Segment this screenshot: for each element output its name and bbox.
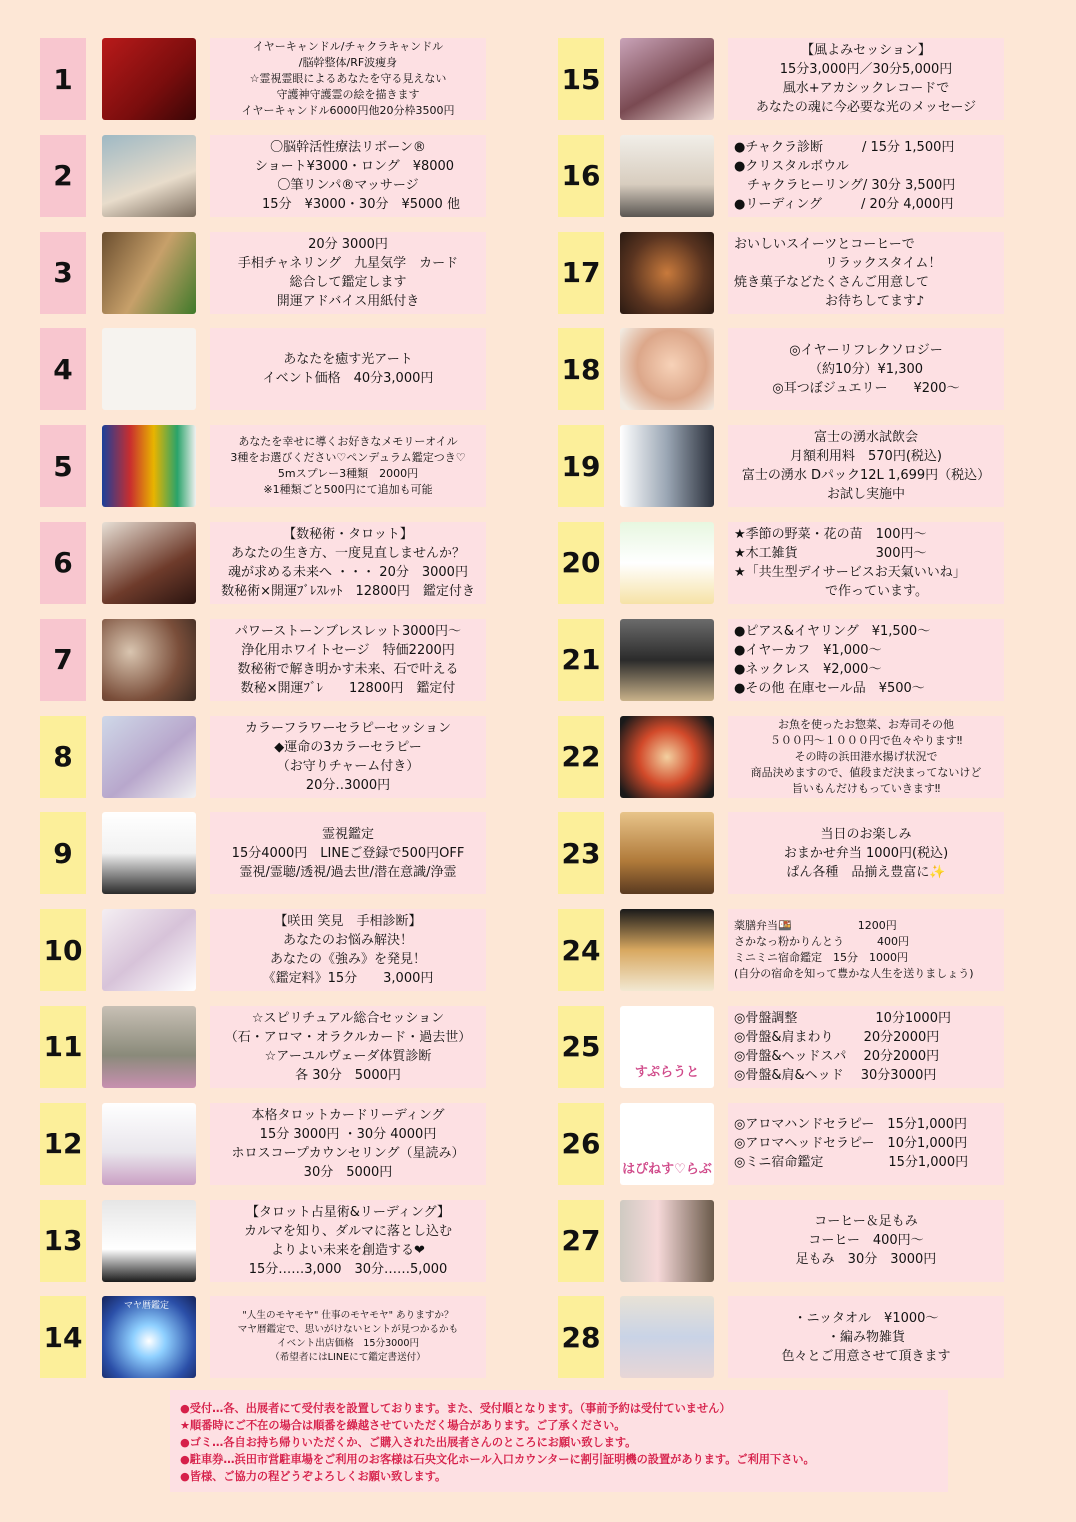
description-line: ●リーディング / 20分 4,000円 [734,196,954,212]
booth-number: 10 [40,909,86,991]
vendor-description [728,1103,1004,1185]
description-line: カルマを知り、ダルマに落とし込む [243,1223,452,1239]
booth-number: 7 [40,619,86,701]
description-line: リラックスタイム！ [734,255,942,271]
vendor-description [728,716,1004,798]
description-line: あなたの魂に今必要な光のメッセージ [755,100,977,115]
logo-text: すぷらうと [634,1064,700,1080]
description-line: で作っています。 [734,583,928,599]
portrait-photo [102,38,196,120]
description-line: ・ニッタオル ¥1000〜 [793,1310,939,1326]
description-line: （約10分）¥1,300 [808,361,924,377]
vendor-description [210,909,486,991]
description-line: ◎耳つぼジュエリー ¥200〜 [772,380,960,396]
description-line: 20分‥3000円 [305,777,391,793]
booth-number: 22 [558,716,604,798]
vendor-row [558,619,1004,701]
description-line: 15分……3,000 30分……5,000 [248,1261,448,1277]
light-art-photo [102,328,196,410]
description-line: 【タロット占星術&リーディング】 [246,1204,450,1220]
description-line: 数秘術×開運ﾌﾞﾚｽﾚｯﾄ 12800円 鑑定付き [221,583,475,599]
description-line: 15分3,000円／30分5,000円 [779,62,953,77]
description-line: ◎ミニ宿命鑑定 15分1,000円 [734,1155,969,1171]
description-line: イベント出店価格 15分3000円 [276,1338,420,1350]
vendor-description [210,1103,486,1185]
vendor-row [40,1103,486,1185]
vendor-description [728,1200,1004,1282]
note-line: ●ゴミ…各自お持ち帰りいただくか、ご購入された出展者さんのところにお願い致します。 [180,1436,637,1449]
vendor-row [558,328,1004,410]
vendor-description [210,425,486,507]
description-line: チャクラヒーリング/ 30分 3,500円 [734,177,956,193]
description-line: ●ピアス&イヤリング ¥1,500〜 [734,623,931,639]
vendor-description [728,328,1004,410]
description-line: 数秘術で解き明かす未来、石で叶える [237,661,459,677]
vendor-row [40,1006,486,1088]
description-line: お待ちしてます♪ [734,293,925,309]
sprout-logo [620,1006,714,1088]
description-line: ●ネックレス ¥2,000〜 [734,661,882,677]
coffee-photo [620,1200,714,1282]
description-line: ５００円〜１０００円で色々やります‼ [769,733,963,747]
logo-text: はぴねす♡らぶ [622,1161,712,1177]
description-line: 15分4000円 LINEご登録で500円OFF [231,845,465,861]
treatment-photo [102,135,196,217]
vendor-description [210,522,486,604]
description-line: ◎アロマヘッドセラピー 10分1,000円 [734,1136,968,1152]
vendor-description [728,425,1004,507]
portrait-photo [620,135,714,217]
description-line: 30分 5000円 [303,1164,393,1180]
booth-number: 15 [558,38,604,120]
vendor-row [558,909,1004,991]
description-line: （希望者にはLINEにて鑑定書送付） [270,1352,426,1364]
vendor-row [40,1296,486,1378]
vendor-row [40,232,486,314]
vendor-description [210,232,486,314]
description-line: /脳幹整体/RF波痩身 [298,56,398,69]
description-line: 霊視/霊聴/透視/過去世/潜在意識/浄霊 [239,864,457,880]
portrait-photo [620,38,714,120]
booth-number: 26 [558,1103,604,1185]
description-line: 霊視鑑定 [321,826,374,842]
booth-number: 23 [558,812,604,894]
description-line: 薬膳弁当🍱 1200円 [734,919,897,933]
description-line: お魚を使ったお惣菜、お寿司その他 [778,717,954,731]
description-line: イベント価格 40分3,000円 [262,371,434,387]
description-line: コーヒー＆足もみ [814,1214,918,1230]
portrait-photo [102,909,196,991]
description-line: 20分 3000円 [308,236,388,252]
vendor-description [210,812,486,894]
booth-number: 24 [558,909,604,991]
description-line: ☆霊視霊眼によるあなたを守る見えない [249,72,447,85]
booth-number: 4 [40,328,86,410]
booth-number: 2 [40,135,86,217]
description-line: 浄化用ホワイトセージ 特価2200円 [241,642,455,658]
description-line: ☆アーユルヴェーダ体質診断 [264,1048,432,1064]
vendor-row [558,232,1004,314]
description-line: ◆運命の3カラーセラピー [274,739,422,755]
vendor-row [40,1200,486,1282]
description-line: ●その他 在庫セール品 ¥500〜 [734,680,925,696]
description-line: パワーストーンブレスレット3000円〜 [234,623,462,639]
vendor-row [558,522,1004,604]
portrait-photo [102,1200,196,1282]
description-line: ★「共生型デイサービスお天氣いいね」 [734,564,966,580]
right-column [558,38,1004,1393]
vendor-description [210,328,486,410]
booth-number: 14 [40,1296,86,1378]
seaside-photo [102,1006,196,1088]
description-line: (自分の宿命を知って豊かな人生を送りましょう) [734,967,974,981]
description-line: ・編み物雑貨 [826,1329,905,1345]
booth-number: 5 [40,425,86,507]
booth-number: 1 [40,38,86,120]
portrait-photo [102,1103,196,1185]
description-line: 15分 ¥3000・30分 ¥5000 他 [236,196,460,212]
accessory-photo [620,619,714,701]
description-line: ◎イヤーリフレクソロジー [789,342,943,358]
description-line: 3種をお選びください♡ペンデュラム鑑定つき♡ [230,451,466,465]
description-line: 風水+アカシックレコードで [782,81,950,96]
description-line: よりよい未来を創造する❤ [271,1242,425,1258]
description-line: 総合して鑑定します [289,274,407,290]
vendor-row [40,619,486,701]
description-line: 商品決めますので、値段まだ決まってないけど [750,765,982,779]
palm-reading-photo [102,232,196,314]
vendor-description [210,1006,486,1088]
description-line: 富士の湧水 Dパック12L 1,699円（税込） [741,468,991,484]
knit-goods-photo [620,1296,714,1378]
description-line: 数秘×開運ﾌﾞﾚ 12800円 鑑定付 [240,680,456,696]
booth-number: 8 [40,716,86,798]
happiness-logo [620,1103,714,1185]
note-line: ●皆様、ご協力の程どうぞよろしくお願い致します。 [180,1470,447,1483]
description-line: 旨いもんだけもっていきます‼ [791,781,941,795]
booth-number: 17 [558,232,604,314]
portrait-photo [102,716,196,798]
description-line: 魂が求める未来へ ・・・ 20分 3000円 [228,564,468,580]
vendor-row [558,1006,1004,1088]
bread-photo [620,812,714,894]
description-line: 15分 3000円 ・30分 4000円 [259,1126,437,1142]
vendor-description [210,716,486,798]
description-line: 守護神守護霊の絵を描きます [276,88,420,101]
vendor-description [728,232,1004,314]
vendor-description [210,1296,486,1378]
description-line: "人生のモヤモヤ" 仕事のモヤモヤ" ありますか？ [242,1310,454,1322]
description-line: ◎骨盤&ヘッドスパ 20分2000円 [734,1048,940,1064]
description-line: 本格タロットカードリーディング [251,1107,445,1123]
booth-number: 28 [558,1296,604,1378]
left-column [40,38,486,1393]
sweets-photo [620,232,714,314]
description-line: ぱん各種 品揃え豊富に✨ [786,864,946,880]
booth-number: 21 [558,619,604,701]
vendor-row [558,425,1004,507]
description-line: あなたを幸せに導くお好きなメモリーオイル [238,435,458,449]
portrait-photo [102,522,196,604]
description-line: コーヒー 400円〜 [808,1233,924,1249]
image-caption: マヤ暦鑑定 [124,1301,170,1312]
description-line: ☆スピリチュアル総合セッション [251,1010,445,1026]
booth-number: 12 [40,1103,86,1185]
portrait-photo [102,812,196,894]
description-line: あなたを癒す光アート [283,352,413,368]
vendor-description [728,38,1004,120]
booth-number: 20 [558,522,604,604]
vendor-row [558,38,1004,120]
booth-number: 16 [558,135,604,217]
vendor-row [40,716,486,798]
description-line: 5mスプレー3種類 2000円 [277,467,419,481]
description-line: おまかせ弁当 1000円(税込) [783,845,949,861]
description-line: ◎骨盤&肩&ヘッド 30分3000円 [734,1067,937,1083]
vendor-row [558,135,1004,217]
booth-number: 9 [40,812,86,894]
description-line: 富士の湧水試飲会 [813,430,918,446]
description-line: 焼き菓子などたくさんご用意して [734,274,930,290]
description-line: ●クリスタルボウル [734,158,849,174]
description-line: イヤーキャンドル/チャクラキャンドル [252,40,444,53]
vendor-description [728,812,1004,894]
description-line: 【咲田 笑見 手相診断】 [274,914,422,930]
notes-box [170,1390,948,1492]
vendor-row [40,909,486,991]
description-line: ※1種類ごと500円にて追加も可能 [263,483,433,497]
description-line: 〇筆リンパ®マッサージ [277,177,419,193]
vendor-description [728,1006,1004,1088]
vendor-description [210,619,486,701]
description-line: 《鑑定料》15分 3,000円 [262,971,434,987]
description-line: さかなっ粉かりんとう 400円 [734,935,909,949]
description-line: あなたの《強み》を発見！ [269,952,426,968]
vendor-row [558,1296,1004,1378]
vendor-row [40,38,486,120]
booth-number: 13 [40,1200,86,1282]
booth-number: 3 [40,232,86,314]
description-line: （お守りチャーム付き） [276,758,420,774]
description-line: ◎骨盤調整 10分1000円 [734,1010,951,1026]
note-line: ★順番時にご不在の場合は順番を繰越させていただく場合があります。ご了承ください。 [180,1419,626,1432]
description-line: おいしいスイーツとコーヒーで [734,236,915,252]
booth-number: 18 [558,328,604,410]
ear-photo [620,328,714,410]
vendor-row [558,716,1004,798]
maya-light-photo [102,1296,196,1378]
booth-number: 11 [40,1006,86,1088]
bento-photo [620,909,714,991]
description-line: マヤ暦鑑定で、思いがけないヒントが見つかるかも [237,1324,459,1336]
description-line: ●チャクラ診断 / 15分 1,500円 [734,139,955,155]
description-line: カラーフラワーセラピーセッション [244,720,452,736]
vendor-row [40,522,486,604]
vendor-row [40,135,486,217]
description-line: ★木工雑貨 300円〜 [734,545,927,561]
description-line: あなたのお悩み解決！ [282,933,413,949]
vendor-description [728,135,1004,217]
description-line: イヤーキャンドル6000円他20分枠3500円 [241,104,455,117]
vendor-description [210,135,486,217]
vendor-description [210,38,486,120]
booth-number: 19 [558,425,604,507]
vendor-row [40,328,486,410]
description-line: お試し実施中 [826,487,905,503]
description-line: あなたの生き方、一度見直しませんか？ [230,545,465,561]
day-service-logo [620,522,714,604]
booth-number: 27 [558,1200,604,1282]
description-line: その時の浜田港水揚げ状況で [794,749,938,763]
vendor-row [558,812,1004,894]
description-line: ショート¥3000・ロング ¥8000 [241,158,455,174]
description-line: ◎骨盤&肩まわり 20分2000円 [734,1029,940,1045]
description-line: 〇脳幹活性療法リボーン® [270,139,426,155]
description-line: 色々とご用意させて頂きます [781,1348,951,1364]
sushi-photo [620,716,714,798]
note-line: ●駐車券…浜田市営駐車場をご利用のお客様は石央文化ホール入口カウンターに割引証明機の設置があります。ご利用下さい。 [180,1453,815,1466]
vendor-row [40,812,486,894]
vendor-description [728,909,1004,991]
description-line: 【風よみセッション】 [801,43,931,58]
water-server-photo [620,425,714,507]
bracelet-photo [102,619,196,701]
description-line: 各 30分 5000円 [295,1067,401,1083]
vendor-description [728,1296,1004,1378]
description-line: ◎アロマハンドセラピー 15分1,000円 [734,1117,968,1133]
description-line: ミニミニ宿命鑑定 15分 1000円 [734,951,908,965]
description-line: 足もみ 30分 3000円 [795,1252,937,1268]
description-line: ★季節の野菜・花の苗 100円〜 [734,526,927,542]
description-line: ●イヤーカフ ¥1,000〜 [734,642,882,658]
vendor-row [40,425,486,507]
description-line: ホロスコープカウンセリング（星読み） [231,1145,465,1161]
memory-oil-photo [102,425,196,507]
description-line: （石・アロマ・オラクルカード・過去世） [224,1029,472,1045]
vendor-row [558,1200,1004,1282]
description-line: 【数秘術・タロット】 [283,526,413,542]
note-line: ●受付…各、出展者にて受付表を設置しております。また、受付順となります。（事前予約は受付ていません） [180,1402,731,1415]
description-line: 開運アドバイス用紙付き [276,293,420,309]
vendor-description [728,522,1004,604]
vendor-description [210,1200,486,1282]
booth-number: 25 [558,1006,604,1088]
description-line: 月額利用料 570円(税込) [790,449,942,465]
booth-number: 6 [40,522,86,604]
vendor-row [558,1103,1004,1185]
description-line: 手相チャネリング 九星気学 カード [237,255,459,271]
description-line: 当日のお楽しみ [820,826,912,842]
vendor-description [728,619,1004,701]
